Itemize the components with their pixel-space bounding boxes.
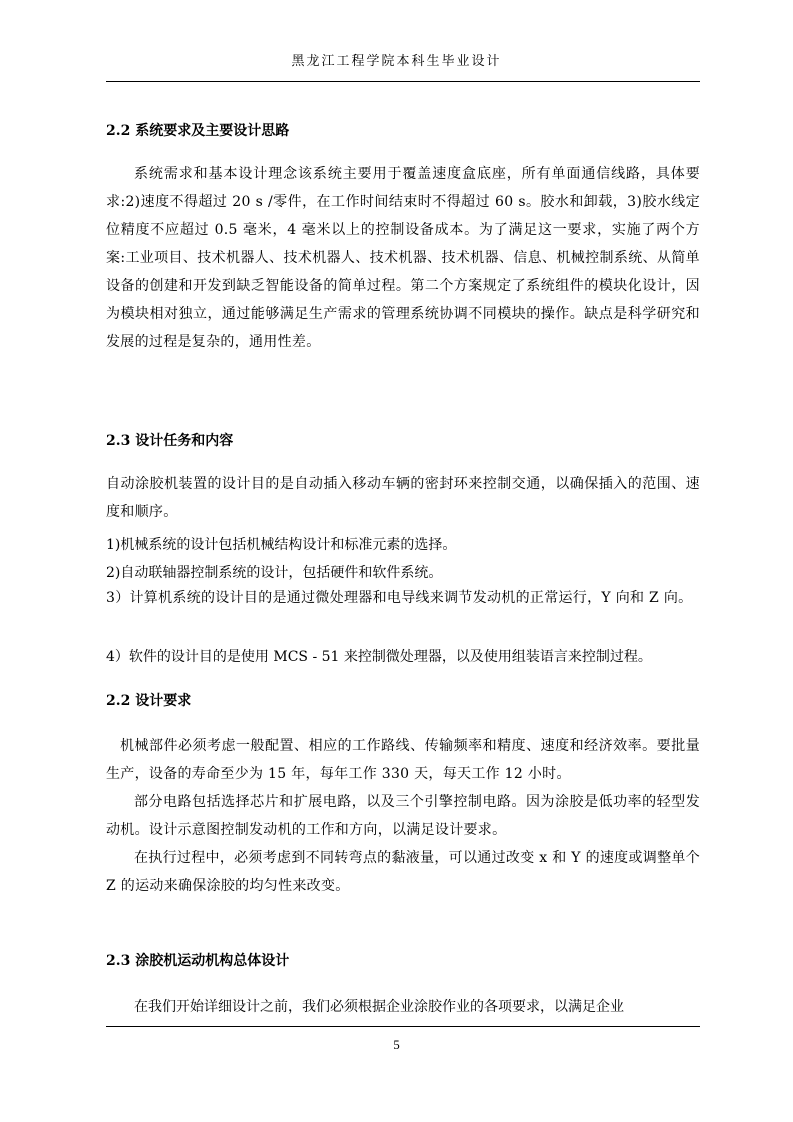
section-heading-mechanism-design: 2.3 涂胶机运动机构总体设计 <box>106 953 290 969</box>
paragraph-system-requirements: 系统需求和基本设计理念该系统主要用于覆盖速度盒底座，所有单面通信线路，具体要求:2)速度不得超过 20 s /零件，在工作时间结束时不得超过 60 s。胶水和卸载，3)胶水线定位精度不应超过 0.5 毫米，4 毫米以上的控制设备成本。为了满足这一要求，实施了两个方案:工业项目、技术机器人、技术机器人、技术机器、技术机器、信息、机械控制系统、从简单设备的创建和开发到缺乏智能设备的简单过程。第二个方案规定了系统组件的模块化设计，因为模块相对独立，通过能够满足生产需求的管理系统协调不同模块的操作。缺点是科学研究和发展的过程是复杂的，通用性差。 <box>106 166 700 350</box>
paragraph-circuit-requirements: 部分电路包括选择芯片和扩展电路，以及三个引擎控制电路。因为涂胶是低功率的轻型发动机。设计示意图控制发动机的工作和方向，以满足设计要求。 <box>106 794 700 838</box>
list-item-1: 1)机械系统的设计包括机械结构设计和标准元素的选择。 <box>106 537 457 553</box>
paragraph-mechanism-design: 在我们开始详细设计之前，我们必须根据企业涂胶作业的各项要求，以满足企业 <box>134 999 624 1015</box>
list-item-2: 2)自动联轴器控制系统的设计，包括硬件和软件系统。 <box>106 565 443 581</box>
footer-rule <box>106 1026 700 1027</box>
paragraph-design-tasks: 自动涂胶机装置的设计目的是自动插入移动车辆的密封环来控制交通，以确保插入的范围、速度和顺序。 <box>106 476 700 520</box>
list-item-4: 4）软件的设计目的是使用 MCS - 51 来控制微处理器，以及使用组装语言来控制过程。 <box>106 649 652 665</box>
running-header: 黑龙江工程学院本科生毕业设计 <box>291 54 502 69</box>
section-heading-system-requirements: 2.2 系统要求及主要设计思路 <box>106 123 290 139</box>
section-heading-design-tasks: 2.3 设计任务和内容 <box>106 433 234 449</box>
page-number: 5 <box>393 1037 400 1052</box>
section-heading-design-requirements: 2.2 设计要求 <box>106 693 192 709</box>
paragraph-execution-requirements: 在执行过程中，必须考虑到不同转弯点的黏液量，可以通过改变 x 和 Y 的速度或调整单个 Z 的运动来确保涂胶的均匀性来改变。 <box>106 850 700 894</box>
list-item-3: 3）计算机系统的设计目的是通过微处理器和电导线来调节发动机的正常运行，Y 向和 Z 向。 <box>106 590 693 606</box>
header-rule <box>106 81 700 82</box>
paragraph-mechanical-requirements: 机械部件必须考虑一般配置、相应的工作路线、传输频率和精度、速度和经济效率。要批量生产，设备的寿命至少为 15 年，每年工作 330 天，每天工作 12 小时。 <box>106 738 700 782</box>
